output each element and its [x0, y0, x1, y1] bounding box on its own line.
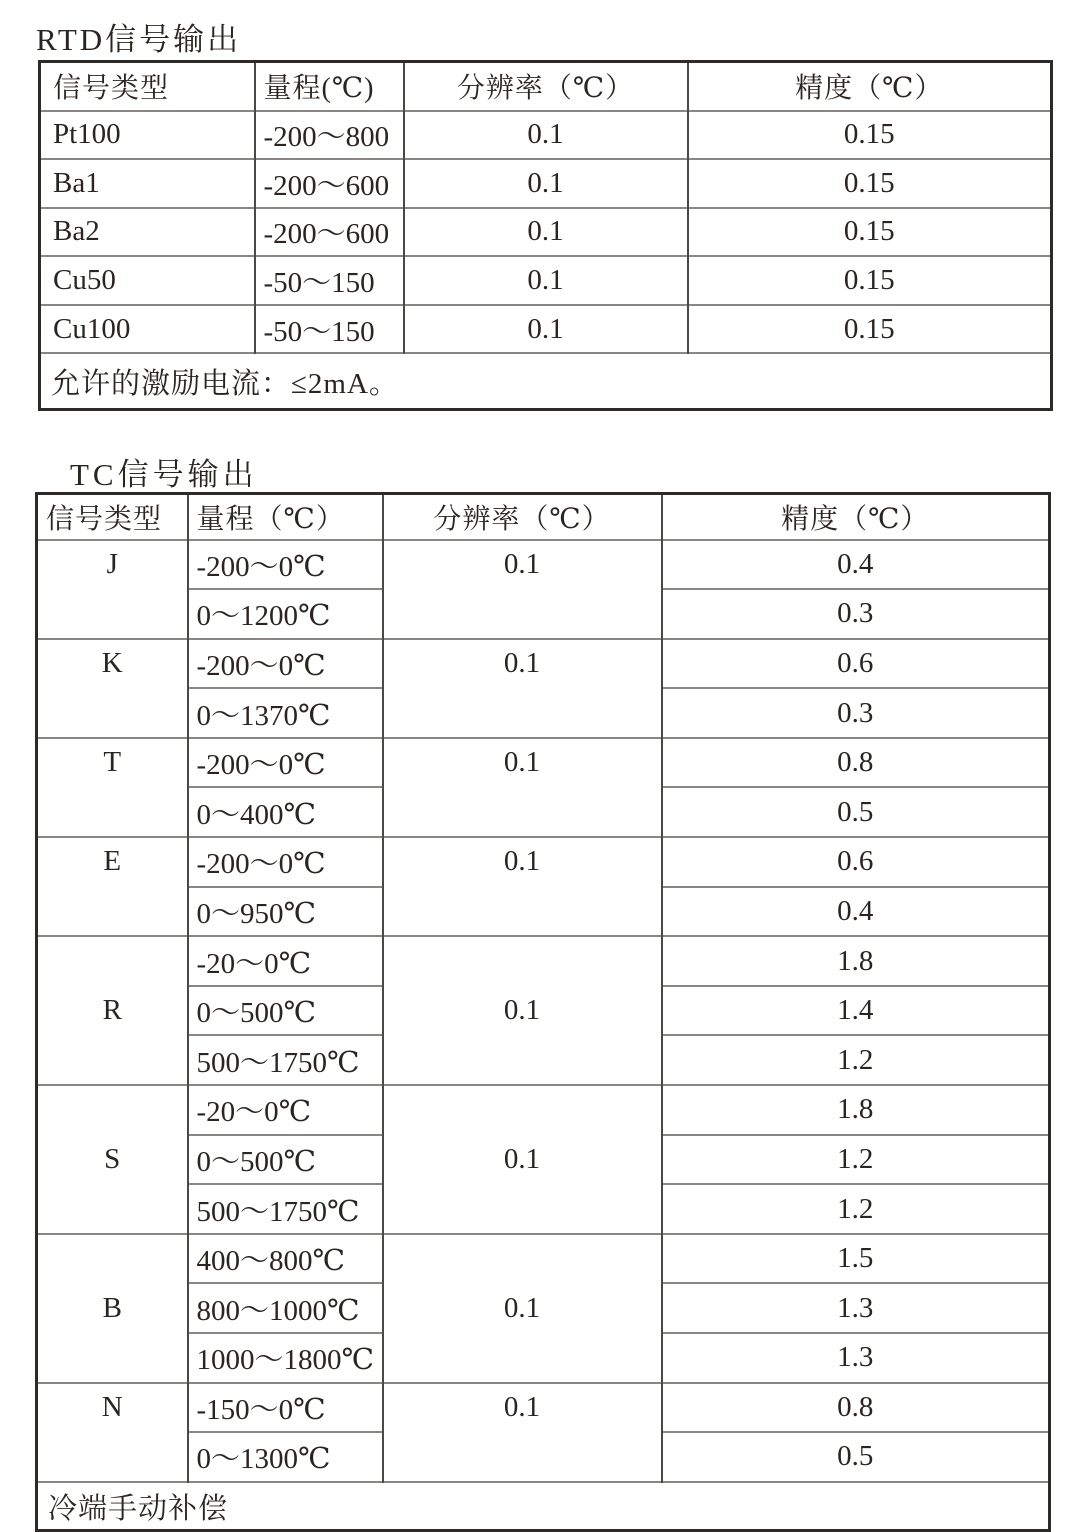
cell-accuracy: 0.8 — [662, 738, 1050, 788]
cell-range: 1000～1800℃ — [188, 1333, 383, 1383]
rtd-footnote: 允许的激励电流：≤2mA。 — [40, 353, 1052, 409]
cell-accuracy: 0.15 — [688, 159, 1052, 208]
cell-resolution: 0.1 — [383, 540, 662, 639]
cell-range: -200～600 — [255, 159, 404, 208]
cell-range: 0～1200℃ — [188, 589, 383, 639]
cell-range: -20～0℃ — [188, 1085, 383, 1135]
cell-range: 0～400℃ — [188, 787, 383, 837]
cell-type: N — [37, 1383, 188, 1482]
cell-accuracy: 0.15 — [688, 305, 1052, 354]
table-row — [37, 1085, 1050, 1135]
cell-resolution: 0.1 — [404, 256, 688, 305]
tc-footnote: 冷端手动补偿 — [37, 1482, 1050, 1531]
cell-accuracy: 0.3 — [662, 589, 1050, 639]
cell-type: J — [37, 540, 188, 639]
cell-type: B — [37, 1234, 188, 1383]
cell-accuracy: 0.4 — [662, 540, 1050, 590]
cell-type: T — [37, 738, 188, 837]
cell-accuracy: 0.6 — [662, 639, 1050, 689]
cell-range: -20～0℃ — [188, 936, 383, 986]
rtd-footnote-row — [40, 353, 1052, 409]
rtd-header-range: 量程(℃) — [255, 62, 404, 111]
cell-resolution: 0.1 — [383, 1085, 662, 1234]
tc-header-range: 量程（℃） — [188, 494, 383, 540]
rtd-header-type: 信号类型 — [40, 62, 255, 111]
cell-range: -200～800 — [255, 111, 404, 160]
table-row — [40, 208, 1052, 257]
cell-range: 400～800℃ — [188, 1234, 383, 1284]
table-row — [40, 305, 1052, 354]
cell-accuracy: 0.5 — [662, 787, 1050, 837]
cell-range: 0～500℃ — [188, 986, 383, 1036]
cell-resolution: 0.1 — [404, 208, 688, 257]
cell-accuracy: 0.4 — [662, 887, 1050, 937]
cell-type: Ba2 — [40, 208, 255, 257]
cell-range: -200～0℃ — [188, 738, 383, 788]
tc-header-resolution: 分辨率（℃） — [383, 494, 662, 540]
cell-range: 500～1750℃ — [188, 1035, 383, 1085]
cell-range: -200～0℃ — [188, 540, 383, 590]
cell-accuracy: 1.2 — [662, 1135, 1050, 1185]
cell-resolution: 0.1 — [404, 305, 688, 354]
rtd-header-row — [40, 62, 1052, 111]
cell-type: Cu100 — [40, 305, 255, 354]
cell-range: -50～150 — [255, 256, 404, 305]
cell-accuracy: 0.15 — [688, 256, 1052, 305]
tc-header-row — [37, 494, 1050, 540]
cell-type: Cu50 — [40, 256, 255, 305]
table-row — [37, 936, 1050, 986]
cell-range: 0～950℃ — [188, 887, 383, 937]
cell-range: -200～0℃ — [188, 837, 383, 887]
table-row — [37, 540, 1050, 590]
table-row — [37, 1383, 1050, 1433]
cell-accuracy: 1.4 — [662, 986, 1050, 1036]
cell-range: -200～600 — [255, 208, 404, 257]
rtd-header-resolution: 分辨率（℃） — [404, 62, 688, 111]
tc-header-type: 信号类型 — [37, 494, 188, 540]
cell-resolution: 0.1 — [383, 1234, 662, 1383]
table-row — [40, 159, 1052, 208]
rtd-section-title: RTD信号输出 — [36, 22, 242, 57]
cell-accuracy: 1.2 — [662, 1184, 1050, 1234]
cell-accuracy: 1.3 — [662, 1283, 1050, 1333]
cell-range: -50～150 — [255, 305, 404, 354]
tc-header-accuracy: 精度（℃） — [662, 494, 1050, 540]
cell-accuracy: 0.15 — [688, 208, 1052, 257]
cell-accuracy: 0.8 — [662, 1383, 1050, 1433]
table-row — [37, 639, 1050, 689]
tc-section-title: TC信号输出 — [70, 457, 258, 492]
table-row — [37, 837, 1050, 887]
cell-resolution: 0.1 — [404, 159, 688, 208]
cell-range: 800～1000℃ — [188, 1283, 383, 1333]
cell-accuracy: 1.2 — [662, 1035, 1050, 1085]
table-row — [40, 111, 1052, 160]
cell-resolution: 0.1 — [383, 639, 662, 738]
cell-type: K — [37, 639, 188, 738]
cell-accuracy: 1.5 — [662, 1234, 1050, 1284]
table-row — [40, 256, 1052, 305]
cell-range: 0～1370℃ — [188, 688, 383, 738]
cell-type: E — [37, 837, 188, 936]
cell-accuracy: 1.8 — [662, 1085, 1050, 1135]
cell-range: -150～0℃ — [188, 1383, 383, 1433]
cell-accuracy: 0.15 — [688, 111, 1052, 160]
cell-accuracy: 1.8 — [662, 936, 1050, 986]
tc-table — [35, 492, 1051, 1532]
cell-type: R — [37, 936, 188, 1085]
tc-footnote-row — [37, 1482, 1050, 1531]
cell-resolution: 0.1 — [404, 111, 688, 160]
cell-resolution: 0.1 — [383, 837, 662, 936]
cell-accuracy: 1.3 — [662, 1333, 1050, 1383]
cell-range: 500～1750℃ — [188, 1184, 383, 1234]
cell-accuracy: 0.6 — [662, 837, 1050, 887]
cell-accuracy: 0.5 — [662, 1432, 1050, 1482]
cell-range: 0～500℃ — [188, 1135, 383, 1185]
table-row — [37, 738, 1050, 788]
cell-type: Ba1 — [40, 159, 255, 208]
cell-type: Pt100 — [40, 111, 255, 160]
cell-accuracy: 0.3 — [662, 688, 1050, 738]
rtd-header-accuracy: 精度（℃） — [688, 62, 1052, 111]
cell-range: -200～0℃ — [188, 639, 383, 689]
cell-resolution: 0.1 — [383, 738, 662, 837]
cell-resolution: 0.1 — [383, 936, 662, 1085]
cell-range: 0～1300℃ — [188, 1432, 383, 1482]
cell-type: S — [37, 1085, 188, 1234]
rtd-table — [38, 60, 1053, 411]
cell-resolution: 0.1 — [383, 1383, 662, 1482]
table-row — [37, 1234, 1050, 1284]
